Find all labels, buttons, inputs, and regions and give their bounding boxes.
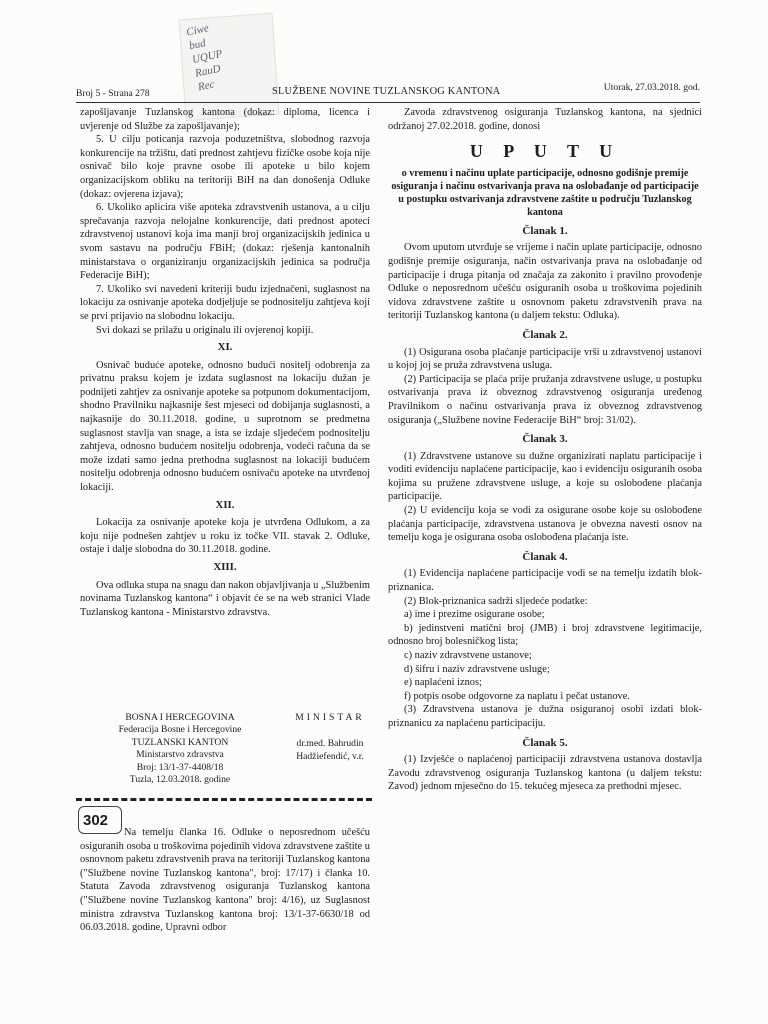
list-item: d) šifru i naziv zdravstvene usluge; bbox=[404, 663, 550, 675]
signature-line: Broj: 13/1-37-4408/18 bbox=[136, 761, 224, 773]
article-paragraph: (2) Participacija se plaća prije pružanja zdravstvene usluge, u postupku ostvarivanja prava iz obveznog zdravstvenog osiguranja uređenog Pravilnikom o načinu ostvarivanja prava iz obveznog zdravstvenog osiguranja („Službene novine Federacije BiH“ broj: 31/02). bbox=[388, 373, 702, 426]
article-paragraph: (2) U evidenciju koja se vodi za osigurane osobe koje su oslobođene plaćanja participacije, zdravstvena ustanova je obvezna navesti osnov na temelju koga je osigurana osoba oslobođena plaćanja iste. bbox=[388, 505, 702, 544]
article-heading: Članak 5. bbox=[522, 736, 568, 749]
right-intro: Zavoda zdravstvenog osiguranja Tuzlanskog kantona, na sjednici održanoj 27.02.2018. godine, donosi bbox=[388, 107, 702, 132]
header-publication: SLUŽBENE NOVINE TUZLANSKOG KANTONA bbox=[272, 86, 501, 97]
preamble-paragraph: Na temelju članka 16. Odluke o neposrednom učešću osiguranih osoba u troškovima pojedinih vidova zdravstvene zaštite u osnovnom paketu zdravstvenih prava na teritoriji Tuzlanskog kantona ("Službene novine Tuzlanskog kantona", broj: 17/17) i članka 10. Statuta Zavoda zdravstvenog osiguranja Tuzlanskog kantona ("Službene novine Tuzlanskog kantona" broj: 4/16), uz Suglasnost ministra zdravstva Tuzlanskog kantona broj: 13/1-37-6630/18 od 06.03.2018. godine, Upravni odbor bbox=[80, 827, 371, 934]
article-heading: Članak 4. bbox=[522, 550, 568, 563]
list-item: c) naziv zdravstvene ustanove; bbox=[404, 650, 532, 661]
article-heading: Članak 2. bbox=[522, 328, 568, 341]
article-paragraph: (3) Zdravstvena ustanova je dužna osiguranoj osobi izdati blok-priznanicu za naplaćenu participaciju. bbox=[388, 704, 702, 729]
signature-line: MINISTAR bbox=[295, 712, 365, 723]
list-item: a) ime i prezime osigurane osobe; bbox=[404, 609, 545, 621]
left-column bbox=[80, 106, 370, 619]
left-paragraph: 5. U cilju poticanja razvoja poduzetništva, slobodnog razvoja konkurencije na tržištu, dati prednost zahtjevu fizičke osobe koja nije osnivač bilo koje pravne osobe ili apoteke u bilo kojem organizacijskom obliku na teritoriji BiH na dan donošenja Odluke (dokaz: ovjerena izjava); bbox=[80, 134, 370, 200]
item-number: 302 bbox=[83, 812, 109, 829]
left-paragraph: 7. Ukoliko svi navedeni kriteriji budu izjednačeni, suglasnost na lokaciju za osnivanje apoteka dodjeljuje se podnositelju zahtjeva koji se prvi prijavio na slobodnu lokaciju. bbox=[80, 283, 370, 322]
article-paragraph: (1) Izvješće o naplaćenoj participaciji zdravstvena ustanova dostavlja Zavodu zdravstvenog osiguranja Tuzlanskog kantona (u daljem tekstu: Zavod) jednom mjesečno do 15. tekućeg mjeseca za prethodni mjesec. bbox=[388, 754, 702, 793]
signature-authority bbox=[90, 712, 270, 786]
article-paragraph: (1) Evidencija naplaćene participacije vodi se na temelju izdatih blok-priznanica. bbox=[388, 568, 702, 594]
left-paragraph: Ova odluka stupa na snagu dan nakon objavljivanja u „Službenim novinama Tuzlanskog kantona“ i objavit će se na web stranici Vlade Tuzlanskog kantona - Ministarstvo zdravstva. bbox=[80, 579, 370, 618]
left-paragraph: zapošljavanje Tuzlanskog kantona (dokaz: diploma, licenca i uvjerenje od Službe za zapošljavanje); bbox=[80, 107, 370, 132]
signature-line: Ministarstvo zdravstva bbox=[136, 749, 224, 761]
handwritten-note: Ciwe bud UQUP RauD Rec bbox=[185, 22, 224, 94]
list-item: b) jedinstveni matični broj (JMB) i broj zdravstvene legitimacije, odnosno broj bolesničkog lista; bbox=[388, 622, 702, 648]
signature-line: dr.med. Bahrudin bbox=[296, 738, 364, 750]
right-column bbox=[388, 106, 702, 794]
document-subtitle: o vremenu i načinu uplate participacije, odnosno godišnje premije osiguranja i načinu ostvarivanja prava na oslobađanje od participacije u postupku ostvarivanja zdravstvene zaštite u području Tuzlanskog kantona bbox=[391, 167, 699, 218]
page-header bbox=[76, 82, 700, 103]
left-paragraph: Osnivač buduće apoteke, odnosno budući nositelj odobrenja za privatnu praksu kojem je izdata suglasnost na lokaciju dužan je podnijeti zahtjev za osnivanje apoteke sa potpunom dokumentacijom, shodno Pravilniku najkasnije šest mjeseci od dobijanja suglasnosti, a najkasnije do 30.11.2018. godine, u suprotnom se predmetna suglasnost stavlja van snage, a ista se izdaje sljedećem podnositelju zahtjeva, odnosno budućem nositelju odobrenja, vodeći računa da se može izdati samo jedna prethodna suglasnost na lokaciji budućem nositelju odobrenja odnosno budućem osnivaču apoteke na utvrđenoj lokaciji. bbox=[80, 359, 370, 494]
article-paragraph: (2) Blok-priznanica sadrži sljedeće podatke: bbox=[404, 595, 588, 607]
left-paragraph: Lokacija za osnivanje apoteke koja je utvrđena Odlukom, a za koju nije podnešen zahtjev u roku iz točke VII. stavak 2. Odluke, ostaje i dalje slobodna do 30.11.2018. godine. bbox=[80, 517, 370, 556]
left-paragraph: 6. Ukoliko aplicira više apoteka zdravstvenih ustanova, a u cilju sprečavanja razvoja nelojalne konkurencije, dati prednost apoteci zdravstvenoj ustanovi koja ima manji broj organizacijskih jedinica u svom sastavu na području FBiH; (dokaz: rješenja kantonalnih ministarstava o organiziranju organizacijskih jedinica sa područja Federacije BiH); bbox=[80, 202, 370, 282]
article-paragraph: (1) Osigurana osoba plaćanje participacije vrši u zdravstvenoj ustanovi u kojoj joj se pruža zdravstvena usluga. bbox=[388, 346, 702, 372]
article-paragraph: Ovom uputom utvrđuje se vrijeme i način uplate participacije, odnosno godišnje premije osiguranja, način ostvarivanja prava na oslobađanje od participacije i druga pitanja od značaja za zakonito i pravilno provođenje Odluke o neposrednom učešću osiguranih osoba u troškovima pojedinih vidova zdravstvene zaštite u osnovnom paketu zdravstvenih prava na teritoriji Tuzlanskog kantona (u daljem tekstu: Odluka). bbox=[388, 242, 702, 322]
preamble-text bbox=[80, 826, 370, 935]
article-paragraph: (1) Zdravstvene ustanove su dužne organizirati naplatu participacije i voditi evidenciju naplaćene participacije, kao i evidenciju osiguranih osoba kojima su pružene zdravstvene usluge, a koje su oslobođene plaćanja participacije. bbox=[388, 450, 702, 503]
list-item: f) potpis osobe odgovorne za naplatu i pečat ustanove. bbox=[404, 690, 630, 702]
article-heading: Članak 1. bbox=[522, 224, 568, 237]
article-heading: Članak 3. bbox=[522, 433, 568, 446]
section-heading: XII. bbox=[215, 498, 235, 511]
header-page-number: Broj 5 - Strana 278 bbox=[76, 88, 150, 99]
signature-minister bbox=[280, 712, 380, 763]
section-heading: XI. bbox=[217, 341, 233, 354]
separator-line bbox=[76, 798, 372, 801]
signature-line: Hadžiefendić, v.r. bbox=[296, 750, 364, 762]
signature-line: Federacija Bosne i Hercegovine bbox=[118, 724, 242, 736]
header-date: Utorak, 27.03.2018. god. bbox=[603, 82, 700, 93]
signature-line: Tuzla, 12.03.2018. godine bbox=[129, 774, 231, 786]
document-title: U P U T U bbox=[469, 141, 621, 162]
section-heading: XIII. bbox=[213, 561, 237, 573]
list-item: e) naplaćeni iznos; bbox=[404, 677, 482, 689]
signature-line: TUZLANSKI KANTON bbox=[131, 736, 229, 748]
signature-line: BOSNA I HERCEGOVINA bbox=[125, 712, 235, 723]
left-paragraph: Svi dokazi se prilažu u originalu ili ovjerenoj kopiji. bbox=[96, 324, 314, 336]
